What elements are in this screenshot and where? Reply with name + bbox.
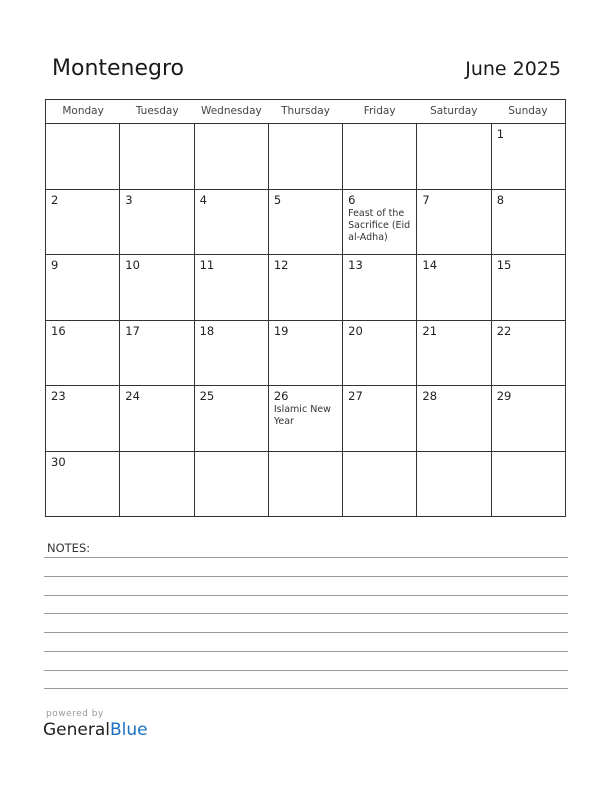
weekday-friday: Friday: [363, 105, 396, 117]
day-cell: [46, 255, 120, 320]
day-cell: [46, 452, 120, 518]
weekday-wednesday: Wednesday: [200, 105, 262, 117]
brand-general: General: [43, 720, 110, 740]
day-cell: [120, 452, 194, 518]
day-cell: [195, 452, 269, 518]
day-cell: [417, 321, 491, 386]
country-title: Montenegro: [52, 56, 185, 81]
day-cell: [343, 190, 417, 255]
day-number: 26: [273, 389, 289, 403]
day-number: 30: [51, 454, 66, 469]
day-number: 17: [125, 323, 140, 338]
day-cell: [195, 190, 269, 255]
day-cell: [492, 255, 565, 320]
day-number: 2: [51, 192, 59, 207]
day-cell: [269, 386, 343, 451]
day-cell: [417, 386, 491, 451]
day-cell: [120, 124, 194, 189]
day-number: 14: [422, 258, 438, 272]
day-cell: [269, 124, 343, 189]
brand-logo: [43, 720, 148, 740]
day-cell: [343, 452, 417, 518]
day-cell: [269, 255, 343, 320]
day-cell: [120, 190, 194, 255]
holiday-label: Feast of the Sacrifice (Eid al-Adha): [348, 207, 411, 243]
note-line: [44, 595, 568, 596]
week-row: [46, 386, 565, 452]
day-cell: [417, 190, 491, 255]
note-line: [44, 613, 568, 614]
week-row: [46, 255, 565, 321]
day-cell: [46, 124, 120, 189]
powered-by-text: powered by: [46, 709, 104, 719]
week-row: [46, 124, 565, 190]
day-number: 18: [199, 323, 215, 338]
day-number: 23: [51, 389, 66, 403]
weekday-thursday: Thursday: [281, 105, 330, 117]
day-cell: [492, 452, 565, 518]
note-line: [44, 670, 568, 671]
day-cell: [417, 255, 491, 320]
weekday-sunday: Sunday: [508, 105, 548, 117]
note-line: [44, 576, 568, 577]
week-row: [46, 452, 565, 518]
day-number: 27: [348, 389, 363, 403]
note-line: [44, 651, 568, 652]
week-row: [46, 190, 565, 256]
day-cell: [120, 255, 194, 320]
day-number: 9: [51, 258, 59, 272]
month-title: June 2025: [465, 58, 561, 80]
calendar-grid: [45, 99, 566, 517]
day-number: 29: [496, 389, 512, 403]
day-number: 8: [496, 192, 505, 207]
day-cell: [417, 452, 491, 518]
day-number: 10: [125, 258, 140, 272]
day-number: 6: [348, 192, 356, 207]
day-number: 20: [348, 323, 363, 338]
weekday-tuesday: Tuesday: [135, 105, 179, 117]
note-line: [44, 688, 568, 689]
weekday-monday: Monday: [62, 105, 104, 117]
day-number: 4: [199, 192, 207, 207]
day-number: 25: [199, 389, 215, 403]
day-number: 24: [125, 389, 140, 403]
weekday-header: [46, 100, 565, 124]
note-line: [44, 632, 568, 633]
weeks-container: [46, 124, 565, 517]
day-number: 3: [125, 192, 133, 207]
day-cell: [120, 386, 194, 451]
day-cell: [46, 321, 120, 386]
day-cell: [269, 190, 343, 255]
day-cell: [343, 321, 417, 386]
day-number: 5: [273, 192, 282, 207]
day-number: 7: [422, 192, 430, 207]
day-cell: [195, 386, 269, 451]
day-number: 12: [273, 258, 289, 272]
notes-label: NOTES:: [47, 541, 91, 555]
weekday-saturday: Saturday: [430, 105, 478, 117]
day-number: 21: [422, 323, 438, 338]
day-number: 19: [273, 323, 289, 338]
day-cell: [343, 124, 417, 189]
day-cell: [269, 452, 343, 518]
day-number: 28: [422, 389, 438, 403]
day-cell: [269, 321, 343, 386]
day-cell: [343, 386, 417, 451]
day-cell: [492, 190, 565, 255]
day-number: 11: [199, 258, 215, 272]
holiday-label: Islamic New Year: [273, 404, 331, 427]
note-line: [44, 557, 568, 558]
day-cell: [46, 190, 120, 255]
day-number: 15: [496, 258, 512, 272]
week-row: [46, 321, 565, 387]
day-cell: [46, 386, 120, 451]
day-cell: [492, 386, 565, 451]
day-number: 13: [348, 258, 363, 272]
day-cell: [492, 124, 565, 189]
day-number: 22: [496, 323, 512, 338]
day-number: 16: [51, 323, 66, 338]
day-cell: [195, 124, 269, 189]
day-cell: [120, 321, 194, 386]
day-cell: [343, 255, 417, 320]
brand-blue: Blue: [110, 720, 148, 740]
day-number: 1: [496, 127, 505, 141]
day-cell: [417, 124, 491, 189]
day-cell: [492, 321, 565, 386]
day-cell: [195, 255, 269, 320]
day-cell: [195, 321, 269, 386]
